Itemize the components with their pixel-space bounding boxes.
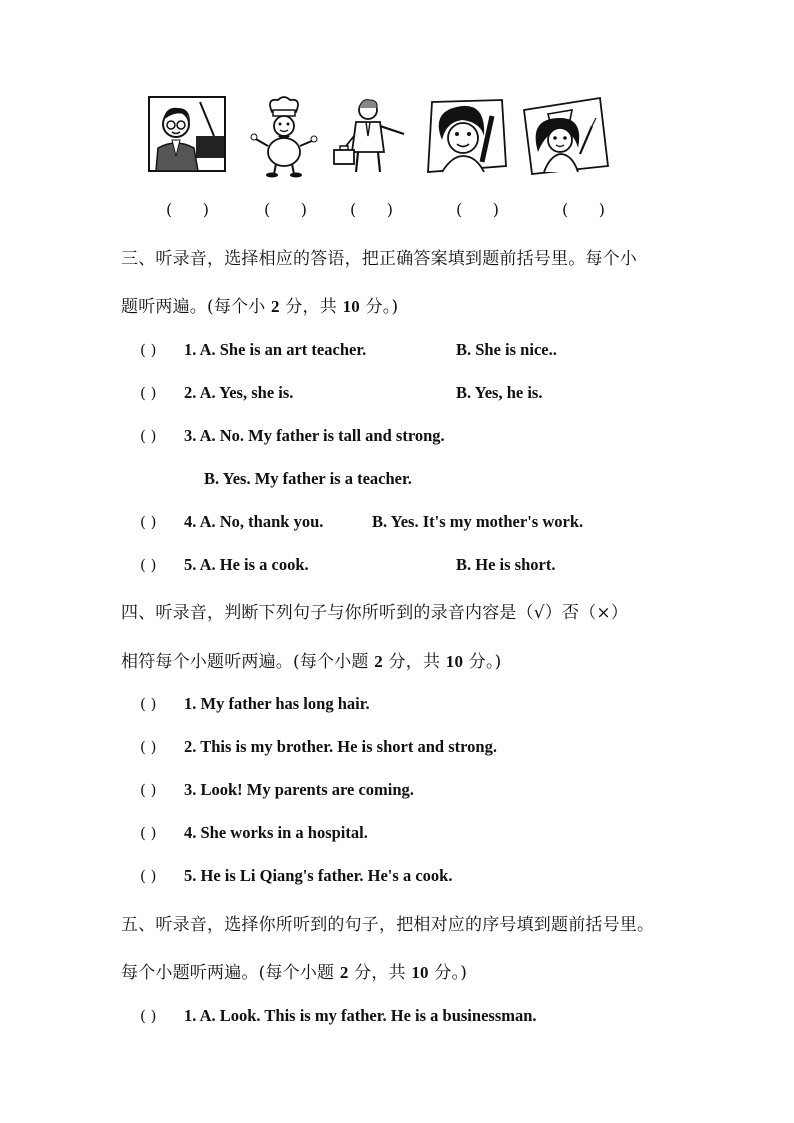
statement: 1. My father has long hair. xyxy=(184,694,370,713)
answer-bracket[interactable]: ( ) xyxy=(140,695,157,713)
answer-bracket[interactable]: ( ) xyxy=(140,867,157,885)
answer-bracket[interactable]: ( ) xyxy=(140,427,157,445)
section3-item-2-option-b: B. Yes, he is. xyxy=(456,383,543,402)
statement: 5. He is Li Qiang's father. He's a cook. xyxy=(184,866,453,885)
picture-answer-bracket[interactable]: ( ) xyxy=(562,200,605,219)
section3-item-1 xyxy=(140,340,366,360)
section3-item-3 xyxy=(140,426,445,446)
section3-item-1-option-b: B. She is nice.. xyxy=(456,340,557,359)
section3-item-5 xyxy=(140,555,309,575)
section3-item-4-option-b: B. Yes. It's my mother's work. xyxy=(372,512,584,531)
answer-bracket[interactable]: ( ) xyxy=(140,384,157,402)
picture-cook xyxy=(248,96,320,180)
answer-bracket[interactable]: ( ) xyxy=(140,556,157,574)
section4-item-4 xyxy=(140,823,368,843)
section5-heading-line2: 每个小题听两遍。(每个小题 2 分，共 10 分。) xyxy=(121,963,468,983)
picture-answer-bracket[interactable]: ( ) xyxy=(456,200,499,219)
option-a: 5. A. He is a cook. xyxy=(184,555,309,574)
section3-item-3-option-b: B. Yes. My father is a teacher. xyxy=(204,469,412,488)
picture-answer-brackets xyxy=(0,200,794,224)
answer-bracket[interactable]: ( ) xyxy=(140,513,157,531)
answer-bracket[interactable]: ( ) xyxy=(140,341,157,359)
section5-item-1 xyxy=(140,1006,537,1026)
sentence: 1. A. Look. This is my father. He is a businessman. xyxy=(184,1006,537,1025)
section3-item-5-option-b: B. He is short. xyxy=(456,555,556,574)
option-a: 4. A. No, thank you. xyxy=(184,512,324,531)
statement: 3. Look! My parents are coming. xyxy=(184,780,414,799)
picture-answer-bracket[interactable]: ( ) xyxy=(350,200,393,219)
section3-heading-line1: 三、听录音，选择相应的答语，把正确答案填到题前括号里。每个小 xyxy=(121,249,637,269)
answer-bracket[interactable]: ( ) xyxy=(140,824,157,842)
section5-heading-line1: 五、听录音，选择你所听到的句子，把相对应的序号填到题前括号里。 xyxy=(121,915,655,935)
option-a: 2. A. Yes, she is. xyxy=(184,383,294,402)
pictures-row xyxy=(0,96,794,186)
section4-item-1 xyxy=(140,694,370,714)
statement: 4. She works in a hospital. xyxy=(184,823,368,842)
option-a: 3. A. No. My father is tall and strong. xyxy=(184,426,445,445)
section3-heading-line2: 题听两遍。(每个小 2 分，共 10 分。) xyxy=(121,297,399,317)
picture-answer-bracket[interactable]: ( ) xyxy=(166,200,209,219)
section4-item-3 xyxy=(140,780,414,800)
section4-heading-line2: 相符每个小题听两遍。(每个小题 2 分，共 10 分。) xyxy=(121,652,502,672)
statement: 2. This is my brother. He is short and strong. xyxy=(184,737,497,756)
answer-bracket[interactable]: ( ) xyxy=(140,781,157,799)
option-a: 1. A. She is an art teacher. xyxy=(184,340,367,359)
picture-singer xyxy=(422,96,508,180)
section4-item-5 xyxy=(140,866,452,886)
picture-nurse xyxy=(520,96,610,180)
section3-item-2 xyxy=(140,383,293,403)
answer-bracket[interactable]: ( ) xyxy=(140,738,157,756)
section4-heading-line1: 四、听录音，判断下列句子与你所听到的录音内容是（√）否（×） xyxy=(121,603,629,623)
picture-teacher xyxy=(148,96,226,180)
picture-businessman xyxy=(330,96,408,180)
section4-item-2 xyxy=(140,737,497,757)
picture-answer-bracket[interactable]: ( ) xyxy=(264,200,307,219)
section3-item-4 xyxy=(140,512,323,532)
answer-bracket[interactable]: ( ) xyxy=(140,1007,157,1025)
